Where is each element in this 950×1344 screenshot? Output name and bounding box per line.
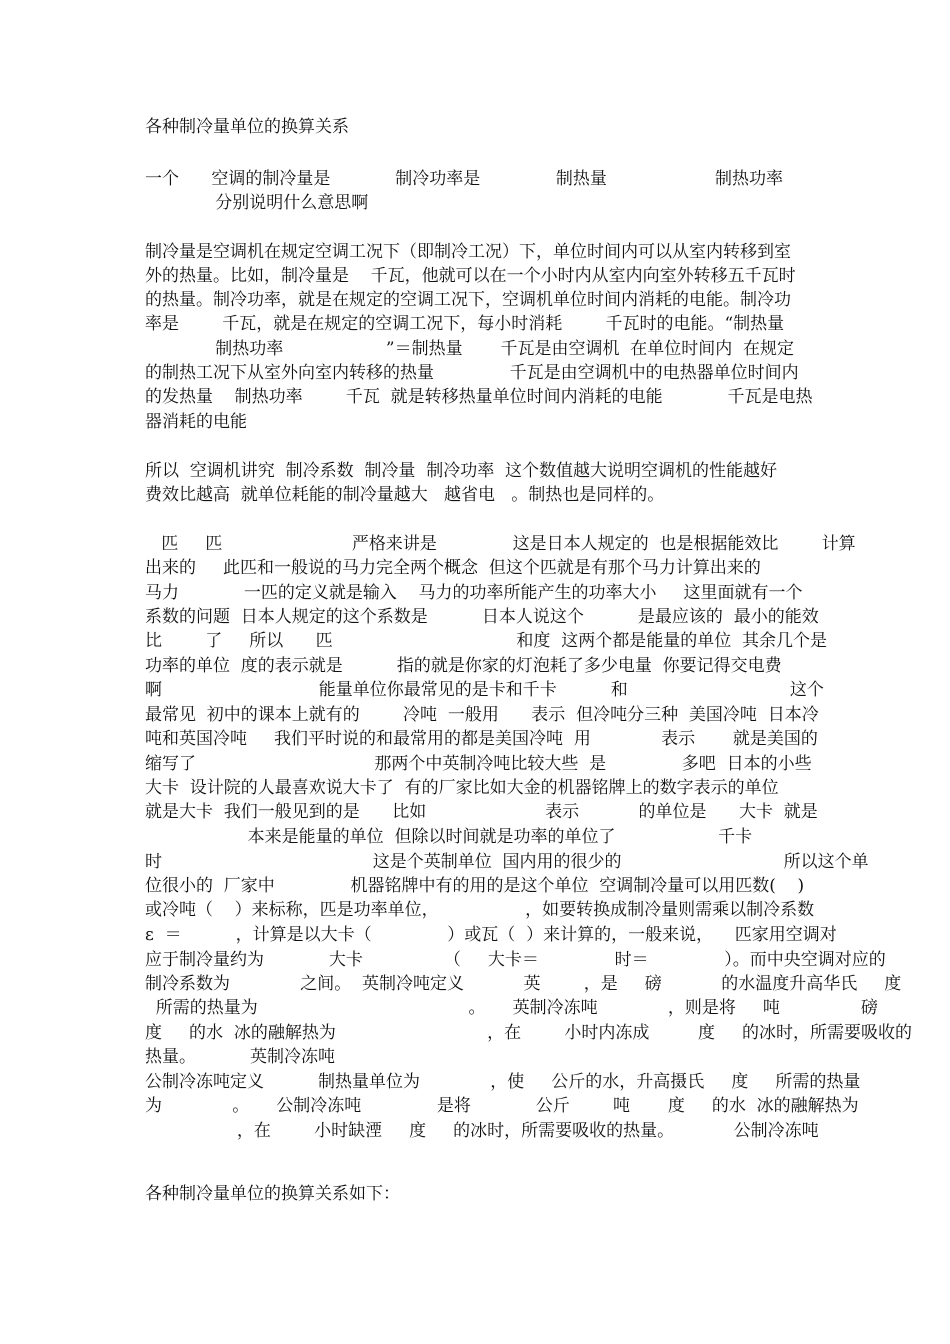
paragraph-line: 应于制冷量约为 大卡 （ 大卡＝ 时＝ ）。而中央空调对应的 [145,950,886,970]
paragraph-line: 位很小的 厂家中 机器铭牌中有的用的是这个单位 空调制冷量可以用匹数( ) [145,876,805,896]
paragraph-line: 吨和英国冷吨 我们平时说的和最常用的都是美国冷吨 用 表示 就是美国的 [145,729,818,749]
question-line: 分别说明什么意思啊 [145,193,369,213]
paragraph-line: ε ＝ ，计算是以大卡（ ）或瓦（ ）来计算的，一般来说， 匹家用空调对 [145,925,837,945]
paragraph-line: 制冷系数为 之间。 英制冷吨定义 英 ，是 磅 的水温度升高华氏 度 [145,974,902,994]
paragraph-line: 费效比越高 就单位耗能的制冷量越大 越省电 。制热也是同样的。 [145,485,665,505]
paragraph-line: 率是 千瓦，就是在规定的空调工况下，每小时消耗 千瓦时的电能。“制热量 [145,314,785,334]
paragraph-line: 度 的水 冰的融解热为 ，在 小时内冻成 度 的冰时，所需要吸收的 [145,1023,913,1043]
paragraph-line: 器消耗的电能 [145,412,247,432]
paragraph-line: 最常见 初中的课本上就有的 冷吨 一般用 表示 但冷吨分三种 美国冷吨 日本冷 [145,705,819,725]
paragraph-line: 为 。 公制冷冻吨 是将 公斤 吨 度 的水 冰的融解热为 [145,1096,859,1116]
paragraph-line: 本来是能量的单位 但除以时间就是功率的单位了 千卡 [145,827,753,847]
paragraph-line: 或冷吨（ ）来标称，匹是功率单位， ，如要转换成制冷量则需乘以制冷系数 [145,900,815,920]
document-title: 各种制冷量单位的换算关系 [145,117,349,137]
paragraph-line: 的发热量 制热功率 千瓦 就是转移热量单位时间内消耗的电能 千瓦是电热 [145,387,813,407]
paragraph-line: 出来的 此匹和一般说的马力完全两个概念 但这个匹就是有那个马力计算出来的 [145,558,761,578]
paragraph-line: ，在 小时缺湮 度 的冰时，所需要吸收的热量。 公制冷冻吨 [145,1121,819,1141]
paragraph-line: 马力 一匹的定义就是输入 马力的功率所能产生的功率大小 这里面就有一个 [145,583,803,603]
paragraph-line: 热量。 英制冷冻吨 [145,1047,336,1067]
paragraph-line: 的制热工况下从室外向室内转移的热量 千瓦是由空调机中的电热器单位时间内 [145,363,799,383]
paragraph-line: 的热量。制冷功率，就是在规定的空调工况下，空调机单位时间内消耗的电能。制冷功 [145,290,791,310]
paragraph-line: 功率的单位 度的表示就是 指的就是你家的灯泡耗了多少电量 你要记得交电费 [145,656,782,676]
paragraph-line: 系数的问题 日本人规定的这个系数是 日本人说这个 是最应该的 最小的能效 [145,607,819,627]
paragraph-line: 制冷量是空调机在规定空调工况下（即制冷工况）下，单位时间内可以从室内转移到室 [145,242,791,262]
paragraph-line: 时 这是个英制单位 国内用的很少的 所以这个单 [145,852,869,872]
question-line: 一个 空调的制冷量是 制冷功率是 制热量 制热功率 [145,169,783,189]
paragraph-line: 缩写了 那两个中英制冷吨比较大些 是 多吧 日本的小些 [145,754,812,774]
paragraph-line: 所需的热量为 。 英制冷冻吨 ，则是将 吨 磅 [145,998,878,1018]
paragraph-line: 就是大卡 我们一般见到的是 比如 表示 的单位是 大卡 就是 [145,802,818,822]
paragraph-line: 公制冷冻吨定义 制热量单位为 ，使 公斤的水，升高摄氏 度 所需的热量 [145,1072,861,1092]
closing-heading: 各种制冷量单位的换算关系如下： [145,1184,400,1204]
paragraph-line: 匹 匹 严格来讲是 这是日本人规定的 也是根据能效比 计算 [145,534,856,554]
paragraph-line: 所以 空调机讲究 制冷系数 制冷量 制冷功率 这个数值越大说明空调机的性能越好 [145,461,778,481]
paragraph-line: 比 了 所以 匹 和度 这两个都是能量的单位 其余几个是 [145,631,828,651]
paragraph-line: 大卡 设计院的人最喜欢说大卡了 有的厂家比如大金的机器铭牌上的数字表示的单位 [145,778,779,798]
paragraph-line: 啊 能量单位你最常见的是卡和千卡 和 这个 [145,680,824,700]
paragraph-line: 外的热量。比如，制冷量是 千瓦，他就可以在一个小时内从室内向室外转移五千瓦时 [145,266,796,286]
paragraph-line: 制热功率 ”＝制热量 千瓦是由空调机 在单位时间内 在规定 [145,339,795,359]
